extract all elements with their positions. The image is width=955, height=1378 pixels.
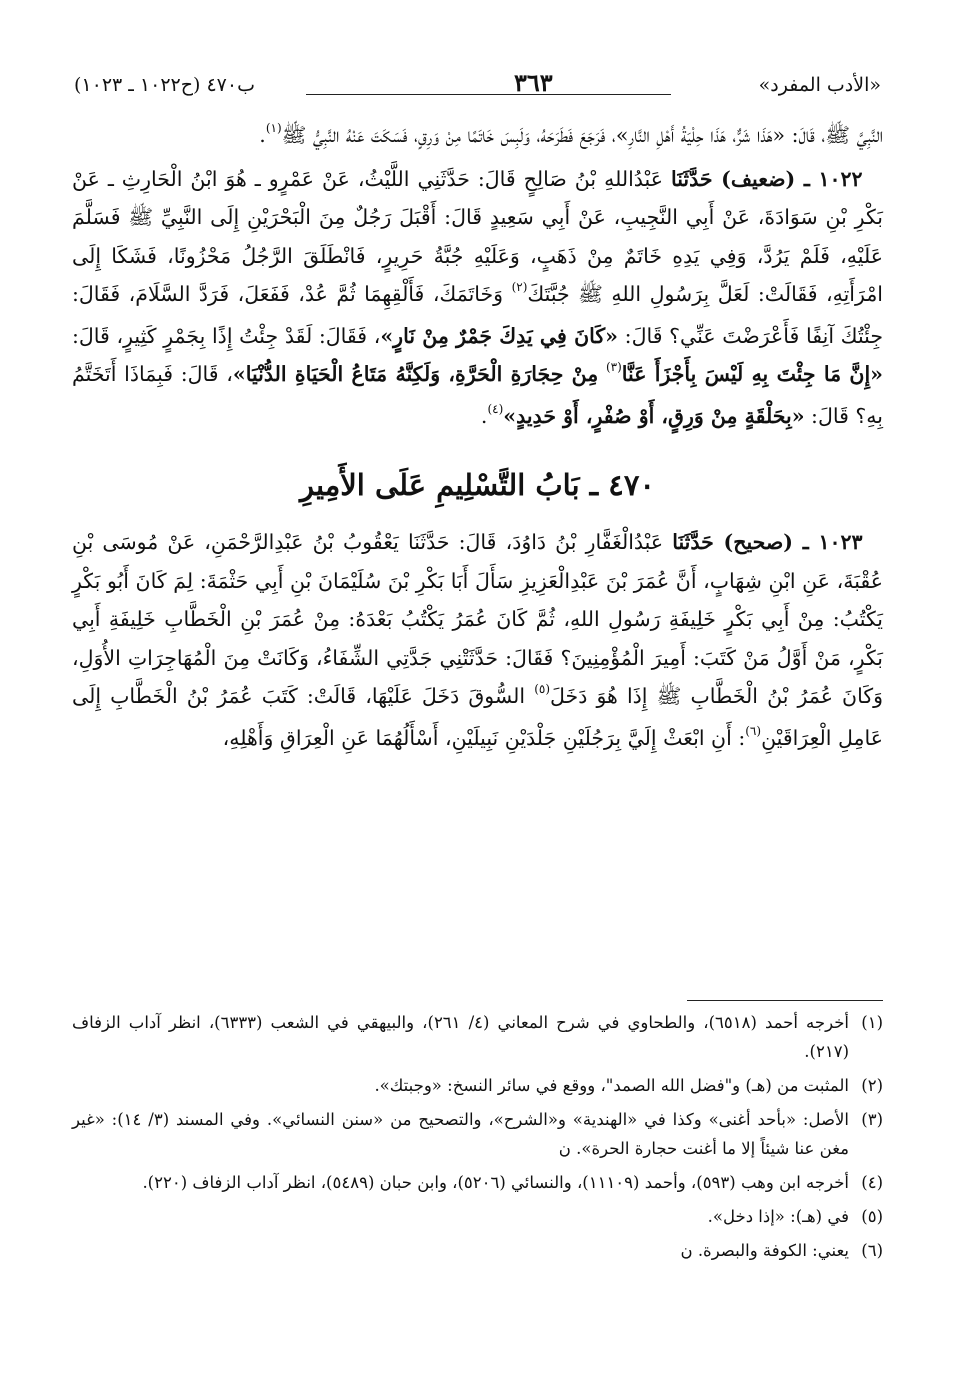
footnotes (72, 1008, 883, 1270)
prophet-quote: مِنْ حِجَارَةِ الْحَرَّةِ، وَلَكِنَّهُ مَتَاعُ الْحَيَاةِ الدُّنْيَا» (232, 362, 599, 386)
hadith-1022-number: ١٠٢٢ ـ (ضعيف) حَدَّثَنَا (670, 166, 863, 191)
continuation-paragraph: النَّبِيَّ ﷺ، قَالَ: «هَذَا شَرٌّ، هَذَا حِلْيَةُ أَهْلِ النَّارِ»، فَرَجَعَ فَطَرَحَهُ، وَلَبِسَ خَاتَمًا مِنْ وَرِقٍ، فَسَكَتَ عَنْهُ النَّبِيُّ ﷺ$^{(١)}$. (259, 121, 883, 147)
hadith-1023-number: ١٠٢٣ ـ (صحيح) حَدَّثَنَا (672, 530, 863, 554)
footnote-ref-3: (٣) (605, 360, 622, 374)
main-text (72, 116, 883, 760)
footnote: (١) أخرجه أحمد (٦٥١٨)، والطحاوي في شرح المعاني (٤/ ٢٦١)، والبيهقي في الشعب (٦٣٣٣)، انظر آداب الزفاف (٢١٧). (72, 1013, 883, 1061)
prophet-quote: «كَانَ فِي يَدِكَ جَمْرٌ مِنْ نَارٍ» (380, 323, 618, 348)
footnote-ref-4: (٤) (487, 401, 504, 416)
prophet-quote: «إِنَّ مَا جِئْتَ بِهِ لَيْسَ بِأَجْزَأَ عَنَّا (621, 362, 883, 386)
footnote: (٥) في (هـ): «إذا دخل». (707, 1207, 883, 1226)
header-rule-left (306, 94, 481, 95)
footnote: (٣) الأصل: «بأحد أغنى» وكذا في «الهندية» و«الشرح»، والتصحيح من «سنن النسائي». وفي المسند (٣/ ١٤): «غير مغن عنا شيئاً إلا ما أغنت حجارة الحرة». ن (72, 1110, 883, 1158)
footnote-ref-1: (١) (265, 121, 282, 135)
section-reference: ب٤٧٠ (ح١٠٢٢ ـ ١٠٢٣) (74, 74, 255, 96)
footnote: (٢) المثبت من (هـ) و"فضل الله الصمد"، ووقع في سائر النسخ: «وجبتك». (374, 1076, 883, 1095)
footnote-ref-5: (٥) (534, 682, 551, 696)
footnote-ref-2: (٢) (511, 280, 528, 294)
hadith-1022: ١٠٢٢ ـ (ضعيف) حَدَّثَنَا عَبْدُاللهِ بْنُ صَالِحٍ قَالَ: حَدَّثَنِي اللَّيْثُ، عَنْ عَمْرٍو ـ هُوَ ابْنُ الْحَارِثِ ـ عَنْ بَكْرِ بْنِ سَوَادَةَ، عَنْ أَبِي النَّجِيبِ، عَنْ أَبِي سَعِيدٍ قَالَ: أَقْبَلَ رَجُلٌ مِنَ الْبَحْرَيْنِ إِلَى النَّبِيِّ ﷺ فَسَلَّمَ عَلَيْهِ، فَلَمْ يَرُدَّ، وَفِي يَدِهِ خَاتَمٌ مِنْ ذَهَبٍ، وَعَلَيْهِ جُبَّةُ حَرِيرٍ، فَانْطَلَقَ الرَّجُلُ مَحْزُونًا، فَشَكَا إِلَى امْرَأَتِهِ، فَقَالَتْ: لَعَلَّ بِرَسُولِ اللهِ ﷺ جُبَّتَكَ$^{(٢)}$ وَخَاتَمَكَ، فَأَلْقِهِمَا ثُمَّ عُدْ، فَفَعَلَ، فَرَدَّ السَّلَامَ، فَقَالَ: جِئْتُكَ آنِفًا فَأَعْرَضْتَ عَنِّي؟ قَالَ: «كَانَ فِي يَدِكَ جَمْرٌ مِنْ نَارٍ»، فَقَالَ: لَقَدْ جِئْتُ إِذًا بِجَمْرٍ كَثِيرٍ، قَالَ: «إِنَّ مَا جِئْتَ بِهِ لَيْسَ بِأَجْزَأَ عَنَّا$^{(٣)}$ مِنْ حِجَارَةِ الْحَرَّةِ، وَلَكِنَّهُ مَتَاعُ الْحَيَاةِ الدُّنْيَا»، قَالَ: فَبِمَاذَا أَتَخَتَّمُ بِهِ؟ قَالَ: «بِحَلْقَةٍ مِنْ وَرِقٍ، أَوْ صُفْرٍ، أَوْ حَدِيدٍ»$^{(٤)}$. (72, 166, 883, 428)
book-title: «الأدب المفرد» (758, 74, 881, 96)
hadith-1023: ١٠٢٣ ـ (صحيح) حَدَّثَنَا عَبْدُالْغَفَّارِ بْنُ دَاوُدَ، قَالَ: حَدَّثَنَا يَعْقُوبُ بْنُ عَبْدِالرَّحْمَنِ، عَنْ مُوسَى بْنِ عُقْبَةَ، عَنِ ابْنِ شِهَابٍ، أَنَّ عُمَرَ بْنَ عَبْدِالْعَزِيزِ سَأَلَ أَبَا بَكْرِ بْنَ سُلَيْمَانَ بْنِ أَبِي حَثْمَةَ: لِمَ كَانَ أَبُو بَكْرٍ يَكْتُبُ: مِنْ أَبِي بَكْرٍ خَلِيفَةِ رَسُولِ اللهِ، ثُمَّ كَانَ عُمَرُ يَكْتُبُ بَعْدَهُ: مِنْ عُمَرَ بْنِ الْخَطَّابِ خَلِيفَةِ أَبِي بَكْرٍ، مَنْ أَوَّلُ مَنْ كَتَبَ: أَمِيرَ الْمُؤْمِنِينَ؟ فَقَالَ: حَدَّثَتْنِي جَدَّتِي الشِّفَاءُ، وَكَانَتْ مِنَ الْمُهَاجِرَاتِ الأُوَلِ، وَكَانَ عُمَرُ بْنُ الْخَطَّابِ ﷺ إِذَا هُوَ دَخَلَ$^{(٥)}$ السُّوقَ دَخَلَ عَلَيْهَا، قَالَتْ: كَتَبَ عُمَرُ بْنُ الْخَطَّابِ إِلَى عَامِلِ الْعِرَاقَيْنِ$^{(٦)}$: أَنِ ابْعَثْ إِلَيَّ بِرَجُلَيْنِ جَلْدَيْنِ نَبِيلَيْنِ، أَسْأَلُهُمَا عَنِ الْعِرَاقِ وَأَهْلِهِ، (72, 530, 883, 750)
footnote-separator (687, 1000, 883, 1001)
footnote: (٤) أخرجه ابن وهب (٥٩٣)، وأحمد (١١١٠٩)، والنسائي (٥٢٠٦)، وابن حبان (٥٤٨٩)، انظر آداب الزفاف (٢٢٠). (142, 1173, 883, 1192)
page-number: ٣٦٣ (514, 68, 553, 97)
header-rule-right (475, 94, 671, 95)
chapter-title: ٤٧٠ ـ بَابُ التَّسْلِيمِ عَلَى الأَمِيرِ (299, 468, 656, 502)
prophet-quote: «بِحَلْقَةٍ مِنْ وَرِقٍ، أَوْ صُفْرٍ، أَوْ حَدِيدٍ» (503, 403, 805, 428)
footnote-ref-6: (٦) (745, 723, 762, 738)
footnote: (٦) يعني: الكوفة والبصرة. ن (680, 1241, 883, 1260)
running-header (70, 70, 885, 104)
